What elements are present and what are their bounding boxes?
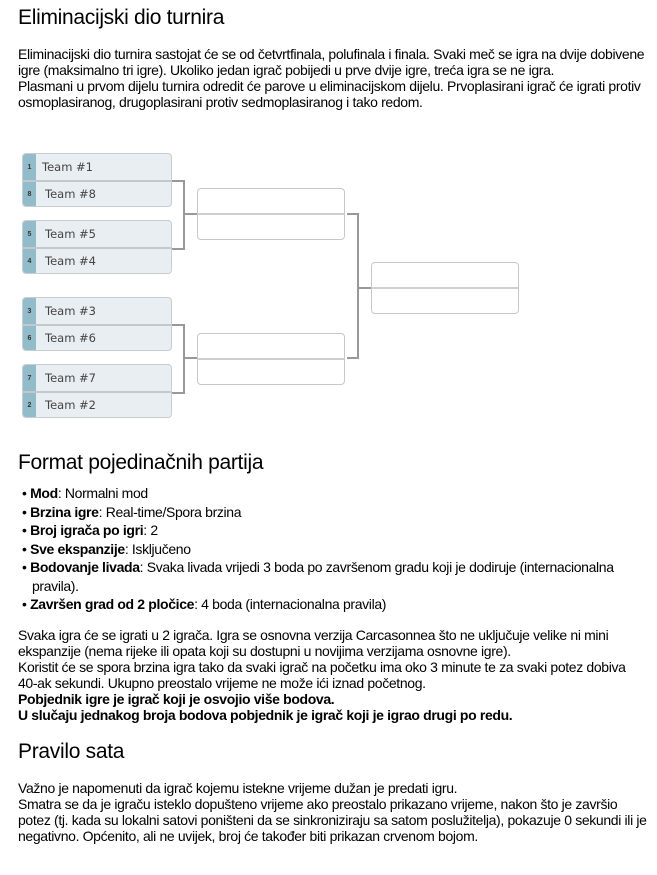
list-item: [22, 484, 622, 503]
elimination-text: [18, 46, 648, 110]
format-para-1: Svaka igra će se igrati u 2 igrača. Igra se osnovna verzija Carcasonnea što ne uključuje velike ni mini ekspanzije (nema rijeke ili opata koji su dostupni u novijima verzijama osnovne igre).: [18, 627, 609, 659]
tie-rule: U slučaju jednakog broja bodova pobjednik je igrač koji je igrao drugi po redu.: [18, 707, 513, 723]
format-list: [22, 484, 622, 614]
seed-badge: 2: [23, 393, 36, 417]
item-label: Završen grad od 2 pločice: [30, 596, 195, 612]
item-value: : 2: [143, 522, 158, 538]
team-row[interactable]: [23, 247, 171, 273]
item-value: : Real-time/Spora brzina: [98, 503, 242, 520]
bracket-connector: [185, 213, 197, 215]
clock-text: [18, 780, 648, 844]
bracket-connector: [172, 180, 185, 250]
team-row[interactable]: [23, 298, 171, 324]
team-name: Team #5: [45, 227, 97, 241]
team-name: Team #6: [45, 331, 97, 345]
elimination-para-2: Plasmani u prvom dijelu turnira odredit će parove u eliminacijskom dijelu. Prvoplasirani igrač će igrati protiv osmoplasiranog, drugoplasirani protiv sedmoplasiranog i tako redom.: [18, 78, 641, 110]
item-value: : Isključeno: [124, 540, 191, 557]
seed-badge: 5: [23, 221, 36, 247]
winner-rule: Pobjednik igre je igrač koji je osvojio više bodova.: [18, 691, 335, 707]
team-row[interactable]: [23, 180, 171, 206]
item-label: Broj igrača po igri: [30, 522, 144, 538]
clock-para-1: Važno je napomenuti da igrač kojemu istekne vrijeme dužan je predati igru.: [18, 780, 458, 796]
list-item: [22, 558, 622, 595]
clock-para-2: Smatra se da je igraču isteklo dopušteno vrijeme ako preostalo prikazano vrijeme, nakon što je završio potez (tj. kada su lokalni satovi poništeni da se sinkroniziraju sa satom poslužitelja), pokazuje 0 sekundi ili je negativno. Općenito, ali ne uvijek, broj će također biti prikazan crvenom bojom.: [18, 796, 647, 844]
item-label: Sve ekspanzije: [30, 540, 125, 557]
seed-badge: 3: [23, 298, 36, 324]
item-label: Brzina igre: [30, 503, 99, 520]
seed-badge: 8: [23, 182, 36, 206]
final-match[interactable]: [371, 262, 519, 314]
elimination-para-1: Eliminacijski dio turnira sastojat će se od četvrtfinala, polufinala i finala. Svaki meč se igra na dvije dobivene igre (maksimalno tri igre). Ukoliko jedan igrač pobijedi u prve dvije igre, treća igra se ne igra.: [18, 46, 645, 78]
bracket-connector: [347, 213, 359, 359]
team-row[interactable]: [23, 365, 171, 391]
item-label: Mod: [30, 485, 58, 501]
section-title-clock: Pravilo sata: [18, 740, 125, 763]
team-name: Team #2: [45, 398, 97, 412]
team-name: Team #8: [45, 187, 97, 201]
list-item: [22, 521, 622, 540]
format-text: [18, 627, 648, 723]
quarterfinal-match-1[interactable]: [22, 153, 172, 207]
item-value: : Normalni mod: [57, 485, 148, 501]
list-item: [22, 503, 622, 522]
team-row[interactable]: [23, 154, 171, 180]
empty-slot-label: [198, 189, 199, 190]
semifinal-match-1[interactable]: [197, 188, 345, 240]
list-item: [22, 540, 622, 559]
bracket-connector: [185, 357, 197, 359]
team-row[interactable]: [23, 324, 171, 350]
quarterfinal-match-4[interactable]: [22, 364, 172, 418]
semifinal-match-2[interactable]: [197, 333, 345, 385]
team-name: Team #4: [45, 254, 97, 268]
section-title-elimination: Eliminacijski dio turnira: [18, 6, 225, 29]
quarterfinal-match-2[interactable]: [22, 220, 172, 274]
quarterfinal-match-3[interactable]: [22, 297, 172, 351]
team-name: Team #1: [42, 160, 94, 174]
item-value: : Svaka livada vrijedi 3 boda po završenom gradu koji je dodiruje (internacionalna pravila).: [32, 559, 614, 594]
format-para-2: Koristit će se spora brzina igra tako da svaki igrač na početku ima oko 3 minute te za svaki potez dobiva 40-ak sekundi. Ukupno preostalo vrijeme ne može ići iznad početnog.: [18, 659, 626, 691]
team-name: Team #7: [45, 371, 97, 385]
item-value: : 4 boda (internacionalna pravila): [194, 596, 387, 612]
team-row[interactable]: [23, 391, 171, 417]
seed-badge: 1: [23, 154, 36, 180]
bracket-connector: [359, 287, 371, 289]
seed-badge: 4: [23, 249, 36, 273]
seed-badge: 6: [23, 326, 36, 350]
team-name: Team #3: [45, 304, 97, 318]
bracket-connector: [172, 324, 185, 394]
item-label: Bodovanje livada: [30, 559, 140, 575]
list-item: [22, 595, 622, 614]
team-row[interactable]: [23, 221, 171, 247]
seed-badge: 7: [23, 365, 36, 391]
section-title-format: Format pojedinačnih partija: [18, 451, 264, 474]
